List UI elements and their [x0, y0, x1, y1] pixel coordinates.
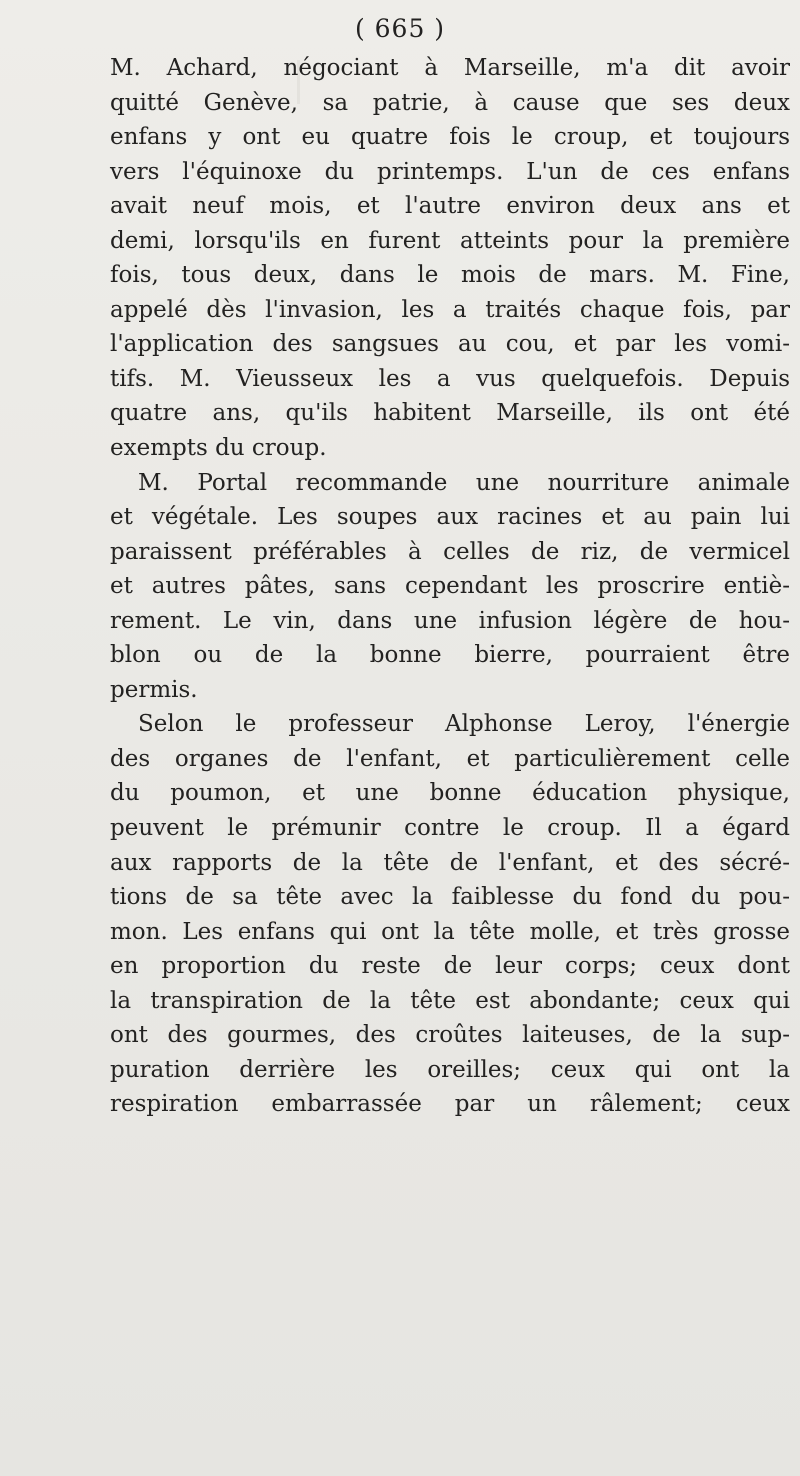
text-line: et autres pâtes, sans cependant les proscrire entiè- [110, 573, 790, 600]
text-line: aux rapports de la tête de l'enfant, et des sécré- [110, 849, 790, 876]
text-line: puration derrière les oreilles; ceux qui ont la [110, 1056, 790, 1083]
text-line: ont des gourmes, des croûtes laiteuses, de la sup- [110, 1022, 790, 1049]
text-line: enfans y ont eu quatre fois le croup, et toujours [110, 124, 790, 151]
text-line: paraissent préférables à celles de riz, de vermicel [110, 538, 790, 565]
text-line: respiration embarrassée par un râlement; ceux [110, 1091, 790, 1118]
text-line: des organes de l'enfant, et particulièrement celle [110, 745, 790, 772]
text-line: quitté Genève, sa patrie, à cause que ses deux [110, 89, 790, 116]
text-line: mon. Les enfans qui ont la tête molle, et très grosse [110, 918, 790, 945]
text-line: fois, tous deux, dans le mois de mars. M. Fine, [110, 262, 790, 289]
text-line: tions de sa tête avec la faiblesse du fond du pou- [110, 884, 790, 911]
text-line: exempts du croup. [110, 435, 327, 462]
text-line: rement. Le vin, dans une infusion légère de hou- [110, 607, 790, 634]
page-number: ( 665 ) [354, 14, 446, 43]
text-line: la transpiration de la tête est abondante; ceux qui [110, 987, 790, 1014]
text-line: vers l'équinoxe du printemps. L'un de ces enfans [110, 158, 790, 185]
text-line: M. Achard, négociant à Marseille, m'a dit avoir [110, 55, 790, 81]
text-line: peuvent le prémunir contre le croup. Il a égard [110, 815, 790, 842]
text-line: tifs. M. Vieusseux les a vus quelquefois. Depuis [110, 365, 790, 392]
text-line: appelé dès l'invasion, les a traités chaque fois, par [110, 296, 790, 323]
text-line: avait neuf mois, et l'autre environ deux ans et [110, 193, 790, 220]
text-line: M. Portal recommande une nourriture animale [138, 469, 790, 496]
text-line: et végétale. Les soupes aux racines et au pain lui [110, 504, 790, 531]
text-line: Selon le professeur Alphonse Leroy, l'énergie [138, 711, 790, 738]
text-line: blon ou de la bonne bierre, pourraient être [110, 642, 790, 669]
text-line: quatre ans, qu'ils habitent Marseille, ils ont été [110, 400, 790, 427]
text-line: demi, lorsqu'ils en furent atteints pour la première [110, 227, 790, 254]
text-line: du poumon, et une bonne éducation physique, [110, 780, 790, 807]
text-line: en proportion du reste de leur corps; ceux dont [110, 953, 790, 980]
text-line: l'application des sangsues au cou, et par les vomi- [110, 331, 790, 358]
text-line: permis. [110, 676, 198, 703]
body-text [110, 51, 790, 1122]
